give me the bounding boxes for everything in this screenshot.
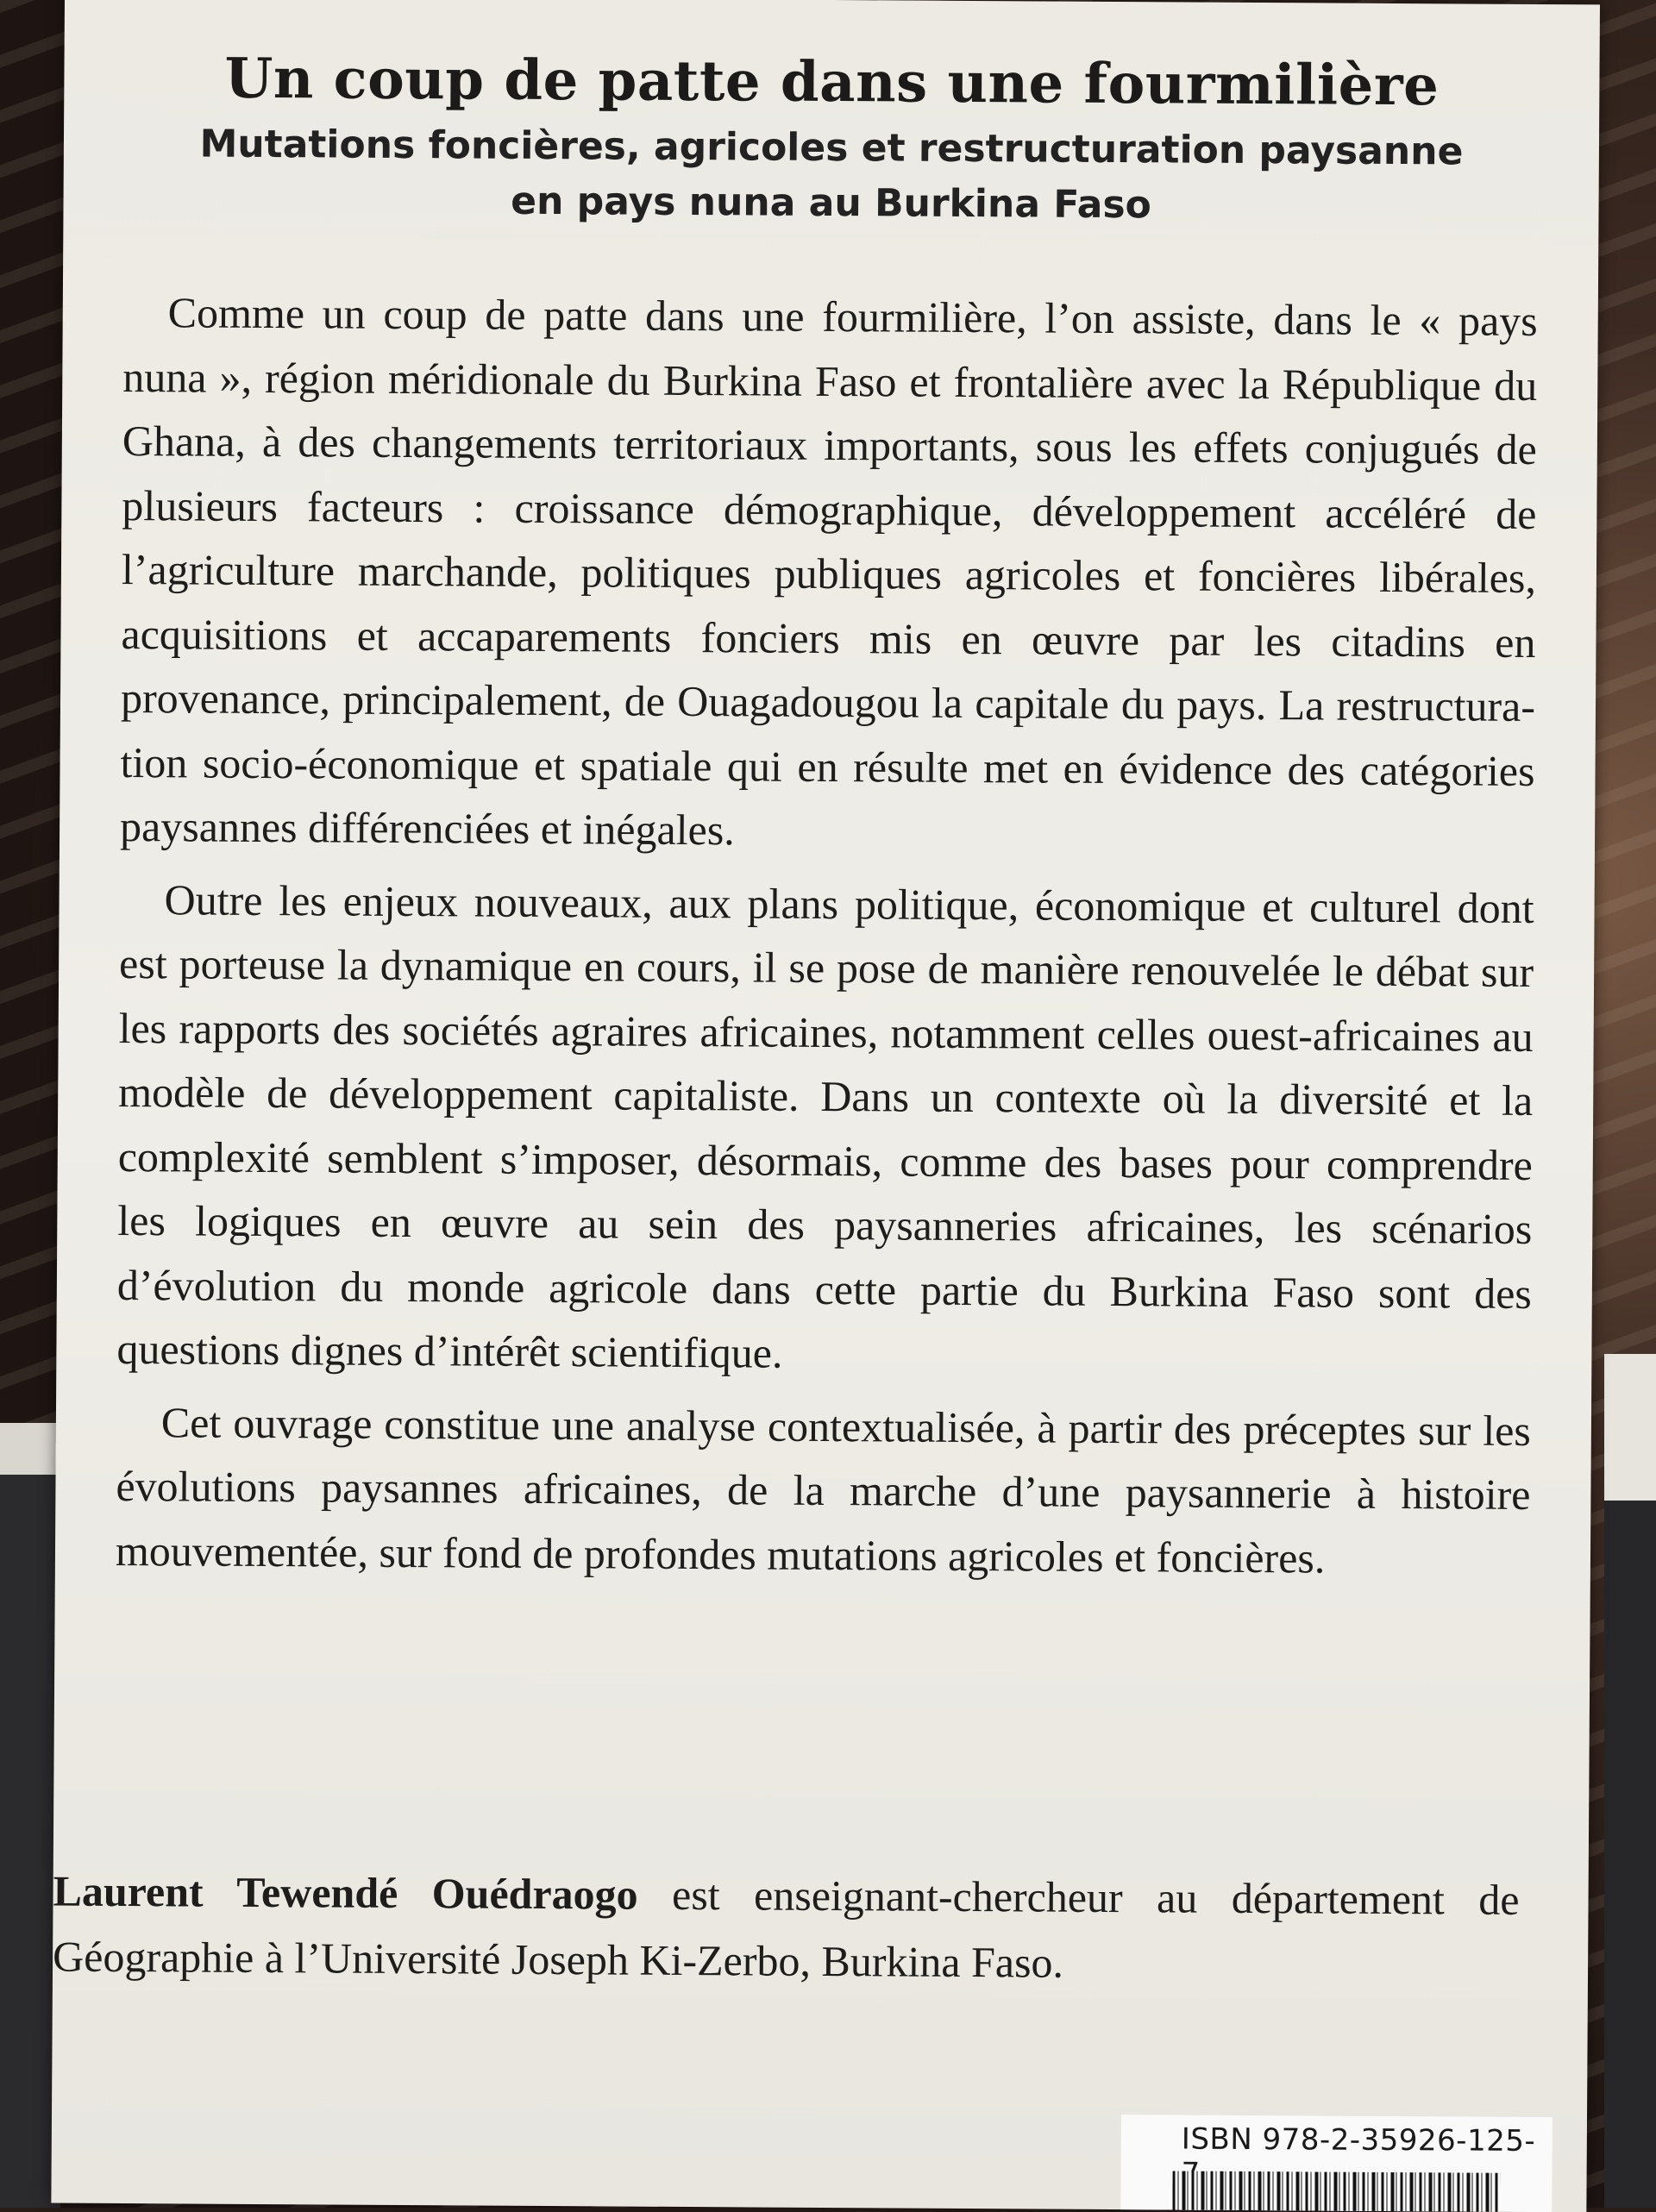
author-bio xyxy=(53,1858,1520,1998)
author-name: Laurent Tewendé Ouédraogo xyxy=(53,1866,638,1919)
blurb-paragraph-2: Outre les enjeux nouveaux, aux plans politique, économique et culturel dont est porteuse la dynamique en cours, il se pose de manière renouvelée le débat sur les rapports des sociétés agraires africaines, notamment celles ouest-africaines au modèle de développement capitaliste. Dans un contexte où la diversité et la complexité semblent s’imposer, désormais, comme des bases pour comprendre les logiques en œuvre au sein des paysanneries africaines, les scénarios d’évolution du monde agricole dans cette partie du Burkina Faso sont des questions dignes d’intérêt scientifique. xyxy=(116,874,1534,1377)
blurb-paragraph-3: Cet ouvrage constitue une analyse contextualisée, à partir des préceptes sur les évolutions paysannes africaines, de la marche d’une paysannerie à histoire mouvementée, sur fond de profondes mutations agricoles et foncières. xyxy=(115,1397,1532,1582)
blurb xyxy=(116,280,1538,1591)
barcode-icon xyxy=(1172,2171,1500,2211)
blurb-paragraph-1: Comme un coup de patte dans une fourmilière, l’on assiste, dans le « pays nuna », région méridionale du Burkina Faso et frontalière avec la République du Ghana, à des changements territoriaux importants, sous les effets conjugués de plusieurs facteurs : croissance démographique, développement accéléré de l’agriculture marchande, politiques publiques agricoles et foncières libérales, acquisitions et accaparements fonciers mis en œuvre par les citadins en provenance, principalement, de Ouagadougou la capitale du pays. La restructuration socio-économique et spatiale qui en résulte met en évidence des catégories paysannes différenciées et inégales. xyxy=(119,288,1538,855)
isbn-number: ISBN 978-2-35926-125-7 xyxy=(1181,2121,1536,2159)
subtitle-line-1: Mutations foncières, agricoles et restructuration paysanne xyxy=(199,122,1464,174)
subtitle-line-2: en pays nuna au Burkina Faso xyxy=(511,179,1152,228)
book-subtitle xyxy=(63,116,1599,236)
book-back-cover xyxy=(51,0,1600,2212)
isbn-box xyxy=(1120,2115,1552,2212)
author-description: est enseignant-chercheur au département de Géographie à l’Université Joseph Ki-Zerbo, Burkina Faso. xyxy=(52,1870,1520,1987)
background-object-right xyxy=(1604,1354,1656,2208)
book-title: Un coup de patte dans une fourmilière xyxy=(224,46,1440,119)
